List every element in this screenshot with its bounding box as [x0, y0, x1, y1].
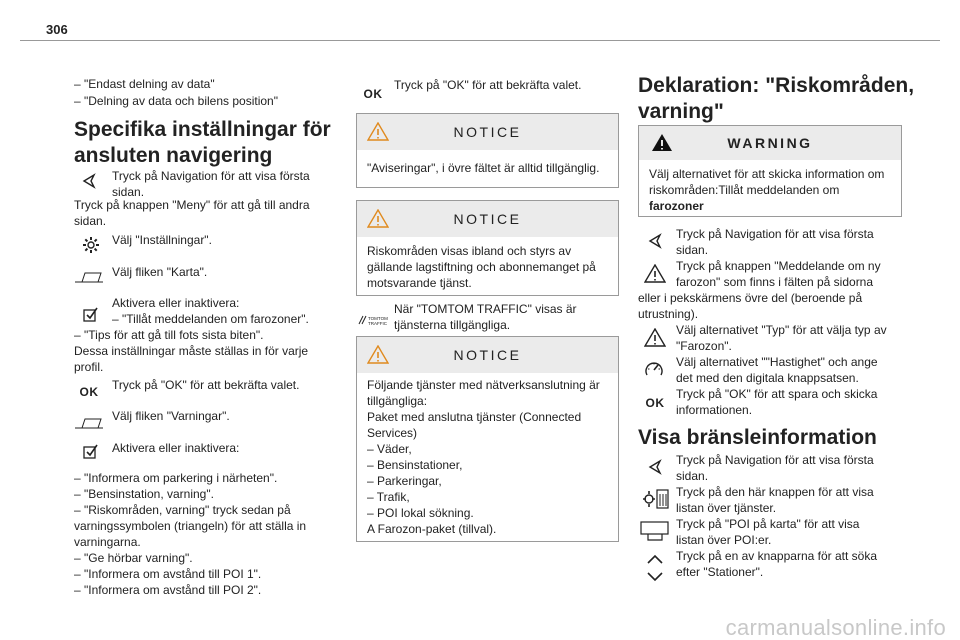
- body-text: sidan.: [74, 214, 107, 228]
- body-text: utrustning).: [638, 307, 699, 321]
- step-text: sidan.: [676, 469, 709, 483]
- services-list-icon: [642, 488, 670, 510]
- notice-text: motsvarande tjänst.: [367, 276, 472, 290]
- step-text: Välj fliken "Varningar".: [112, 409, 230, 423]
- body-text: eller i pekskärmens övre del (beroende på: [638, 291, 863, 305]
- notice-text: A Farozon-paket (tillval).: [367, 522, 497, 536]
- step-text: efter "Stationer".: [676, 565, 764, 579]
- notice-text: Services): [367, 426, 418, 440]
- step-text: Tryck på Navigation för att visa första: [676, 453, 874, 467]
- ok-button-icon: OK: [79, 385, 99, 399]
- body-text: Dessa inställningar måste ställas in för varje: [74, 344, 309, 358]
- chevron-down-icon: [644, 566, 666, 588]
- step-text: Tryck på "OK" för att bekräfta valet.: [394, 78, 582, 92]
- body-text: profil.: [74, 360, 104, 374]
- tab-icon: [74, 412, 104, 434]
- warning-text: farozoner: [649, 199, 704, 213]
- options-list: [74, 470, 306, 598]
- notice-text: – Bensinstationer,: [367, 458, 463, 472]
- step-text: "Farozon".: [676, 339, 732, 353]
- step-text: sidan.: [112, 185, 145, 199]
- list-item: – "Informera om avstånd till POI 1".: [74, 567, 262, 581]
- list-item: – "Endast delning av data": [74, 77, 215, 91]
- warning-triangle-icon: [367, 345, 389, 368]
- warning-triangle-icon: [367, 209, 389, 232]
- step-text: Aktivera eller inaktivera:: [112, 296, 240, 310]
- step-text: Tryck på "OK" för att bekräfta valet.: [112, 378, 300, 392]
- notice-box-2: [356, 200, 619, 296]
- list-item: – "Informera om parkering i närheten".: [74, 471, 278, 485]
- notice-text: Paket med anslutna tjänster (Connected: [367, 410, 582, 424]
- notice-title: NOTICE: [453, 347, 522, 363]
- notice-title: NOTICE: [453, 211, 522, 227]
- notice-text: – Trafik,: [367, 490, 410, 504]
- warning-triangle-icon: [651, 133, 673, 156]
- checkbox-icon: [80, 303, 102, 325]
- warning-triangle-icon: [367, 122, 389, 145]
- notice-text: – Väder,: [367, 442, 412, 456]
- step-text: listan över POI:er.: [676, 533, 772, 547]
- step-text: Tryck på knappen "Meddelande om ny: [676, 259, 881, 273]
- notice-box-1: [356, 113, 619, 188]
- step-text: Aktivera eller inaktivera:: [112, 441, 240, 455]
- notice-title: NOTICE: [453, 124, 522, 140]
- svg-text:TOMTOM: TOMTOM: [368, 316, 388, 321]
- map-poi-icon: [640, 520, 670, 542]
- list-item: varningssymbolen (triangeln) för att ställa in: [74, 519, 307, 533]
- section-heading-l1: Deklaration: "Riskområden,: [638, 74, 915, 97]
- step-text: Tryck på Navigation för att visa första: [676, 227, 874, 241]
- step-text: Tryck på "POI på karta" för att visa: [676, 517, 860, 531]
- warning-triangle-icon: [644, 326, 666, 348]
- step-text: informationen.: [676, 403, 753, 417]
- section-heading-l1: Specifika inställningar för: [74, 118, 331, 141]
- step-text: det med den digitala knappsatsen.: [676, 371, 859, 385]
- notice-text: – Parkeringar,: [367, 474, 442, 488]
- step-text: Välj alternativet ""Hastighet" och ange: [676, 355, 878, 369]
- body-text: Tryck på knappen "Meny" för att gå till andra: [74, 198, 310, 212]
- notice-text: "Aviseringar", i övre fältet är alltid tillgänglig.: [367, 161, 600, 175]
- warning-text: Välj alternativet för att skicka information om: [649, 167, 885, 181]
- list-item: – "Delning av data och bilens position": [74, 94, 278, 108]
- ok-button-icon: OK: [645, 396, 665, 410]
- svg-text:TRAFFIC: TRAFFIC: [368, 321, 387, 326]
- tomtom-traffic-icon: [358, 309, 390, 331]
- section-heading: Visa bränsleinformation: [638, 426, 877, 449]
- step-text: Tryck på "OK" för att spara och skicka: [676, 387, 878, 401]
- step-text: farozon" som finns i fälten på sidorna: [676, 275, 874, 289]
- list-item: – "Bensinstation, varning".: [74, 487, 214, 501]
- checkbox-icon: [80, 440, 102, 462]
- step-text: Välj alternativet "Typ" för att välja typ av: [676, 323, 887, 337]
- warning-triangle-icon: [644, 262, 666, 284]
- section-heading-l2: ansluten navigering: [74, 144, 273, 167]
- watermark: carmanualsonline.info: [725, 615, 946, 640]
- list-item: – "Tips för att gå till fots sista biten".: [74, 328, 264, 342]
- list-item: – "Riskområden, varning" tryck sedan på: [74, 503, 291, 517]
- top-divider: [20, 40, 940, 41]
- warning-box: [638, 125, 902, 217]
- warning-text: riskområden:Tillåt meddelanden om: [649, 183, 840, 197]
- gear-icon: [80, 234, 102, 256]
- list-item: – "Informera om avstånd till POI 2".: [74, 583, 262, 597]
- list-item: varningarna.: [74, 535, 141, 549]
- navigation-arrow-icon: [78, 170, 100, 192]
- step-text: tjänsterna tillgängliga.: [394, 318, 511, 332]
- warning-title: WARNING: [727, 135, 813, 151]
- step-text: sidan.: [676, 243, 709, 257]
- navigation-arrow-icon: [644, 230, 666, 252]
- list-item: – "Ge hörbar varning".: [74, 551, 193, 565]
- navigation-arrow-icon: [644, 456, 666, 478]
- step-text: Tryck på en av knapparna för att söka: [676, 549, 877, 563]
- step-text: När "TOMTOM TRAFFIC" visas är: [394, 302, 577, 316]
- step-text: Välj fliken "Karta".: [112, 265, 208, 279]
- page-number: 306: [46, 22, 68, 37]
- notice-box-3: [356, 336, 619, 542]
- notice-text: – POI lokal sökning.: [367, 506, 474, 520]
- step-text: Tryck på den här knappen för att visa: [676, 485, 874, 499]
- notice-text: Följande tjänster med nätverksanslutning är: [367, 378, 600, 392]
- notice-text: gällande lagstiftning och abonnemanget på: [367, 260, 596, 274]
- step-text: Välj "Inställningar".: [112, 233, 212, 247]
- tab-icon: [74, 266, 104, 288]
- section-heading-l2: varning": [638, 100, 724, 123]
- speedometer-icon: [643, 358, 665, 380]
- notice-text: Riskområden visas ibland och styrs av: [367, 244, 572, 258]
- ok-button-icon: OK: [363, 87, 383, 101]
- step-text: listan över tjänster.: [676, 501, 777, 515]
- notice-text: tillgängliga:: [367, 394, 428, 408]
- step-text: – "Tillåt meddelanden om farozoner".: [112, 312, 309, 326]
- step-text: Tryck på Navigation för att visa första: [112, 169, 310, 183]
